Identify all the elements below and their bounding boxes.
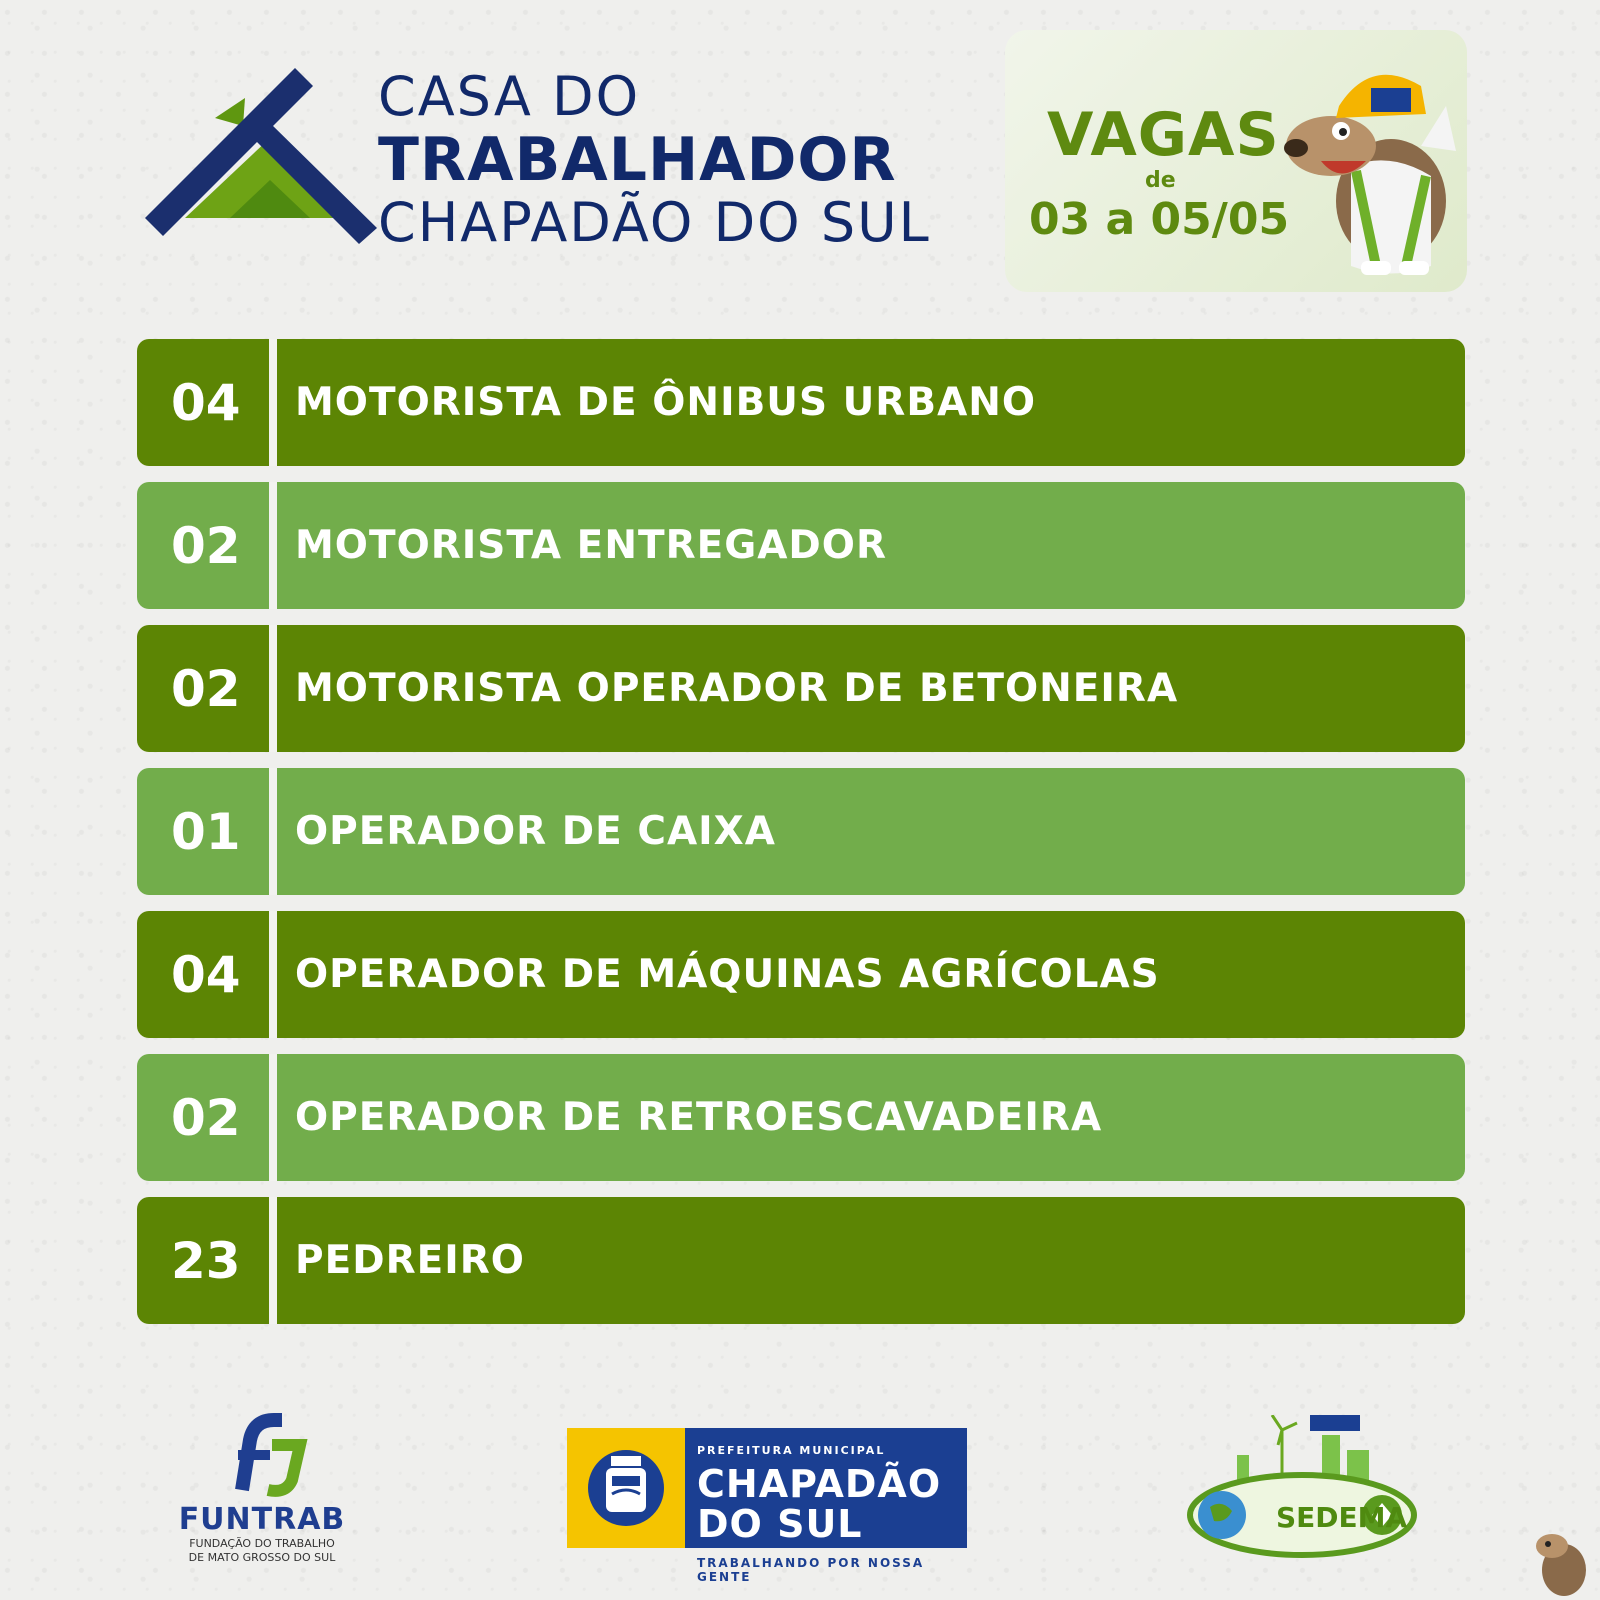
job-vacancy-count: 02: [171, 659, 241, 718]
vagas-date-range: 03 a 05/05: [1029, 194, 1290, 245]
job-vacancy-count: 04: [171, 945, 241, 1004]
job-row: [137, 911, 1465, 1038]
vagas-title: VAGAS: [1047, 100, 1280, 170]
job-list: [137, 339, 1465, 1340]
funtrab-sub-line1: FUNDAÇÃO DO TRABALHO: [189, 1537, 335, 1550]
job-row-divider: [269, 911, 277, 1038]
prefeitura-crest-background: [567, 1428, 685, 1548]
job-title: MOTORISTA ENTREGADOR: [295, 523, 887, 568]
job-row: [137, 1054, 1465, 1181]
vagas-de: de: [1145, 168, 1176, 193]
prefeitura-city-line2: DO SUL: [697, 1502, 863, 1546]
job-row: [137, 768, 1465, 895]
casa-do-trabalhador-logo: [145, 68, 377, 244]
job-row-divider: [269, 625, 277, 752]
funtrab-subtitle: [172, 1537, 352, 1565]
funtrab-mark-icon: [172, 1410, 352, 1500]
vagas-card: [1005, 30, 1467, 292]
funtrab-name: FUNTRAB: [178, 1502, 346, 1537]
job-row-divider: [269, 482, 277, 609]
job-vacancy-count: 04: [171, 373, 241, 432]
job-row: [137, 1197, 1465, 1324]
job-title: MOTORISTA OPERADOR DE BETONEIRA: [295, 666, 1179, 711]
brand-line-chapadao: CHAPADÃO DO SUL: [378, 191, 931, 254]
job-row: [137, 625, 1465, 752]
job-title: OPERADOR DE MÁQUINAS AGRÍCOLAS: [295, 952, 1160, 997]
funtrab-logo: [172, 1410, 352, 1564]
job-vacancy-count: 02: [171, 1088, 241, 1147]
job-title: OPERADOR DE CAIXA: [295, 809, 776, 854]
job-row-divider: [269, 1054, 277, 1181]
job-row-divider: [269, 768, 277, 895]
sedema-name: SEDEMA: [1276, 1501, 1408, 1534]
job-title: PEDREIRO: [295, 1238, 525, 1283]
job-vacancy-count: 23: [171, 1231, 241, 1290]
job-row-divider: [269, 1197, 277, 1324]
job-vacancy-count: 01: [171, 802, 241, 861]
job-title: OPERADOR DE RETROESCAVADEIRA: [295, 1095, 1103, 1140]
sedema-logo: [1182, 1415, 1422, 1565]
brand-line-casa-do: CASA DO: [378, 65, 641, 128]
prefeitura-label: PREFEITURA MUNICIPAL: [697, 1444, 886, 1457]
brand-line-trabalhador: TRABALHADOR: [378, 125, 897, 195]
prefeitura-logo: [567, 1428, 967, 1584]
job-row: [137, 339, 1465, 466]
job-vacancy-count: 02: [171, 516, 241, 575]
prefeitura-city-line1: CHAPADÃO: [697, 1462, 942, 1506]
brand-title: [378, 65, 931, 254]
armadillo-corner-icon: [1530, 1520, 1590, 1600]
job-title: MOTORISTA DE ÔNIBUS URBANO: [295, 380, 1037, 425]
job-row-divider: [269, 339, 277, 466]
sedema-emblem-icon: [1182, 1415, 1422, 1565]
city-crest-icon: [567, 1428, 685, 1548]
armadillo-mascot-icon: [1281, 36, 1461, 286]
job-row: [137, 482, 1465, 609]
funtrab-sub-line2: DE MATO GROSSO DO SUL: [188, 1550, 336, 1564]
prefeitura-tagline: TRABALHANDO POR NOSSA GENTE: [697, 1556, 925, 1584]
